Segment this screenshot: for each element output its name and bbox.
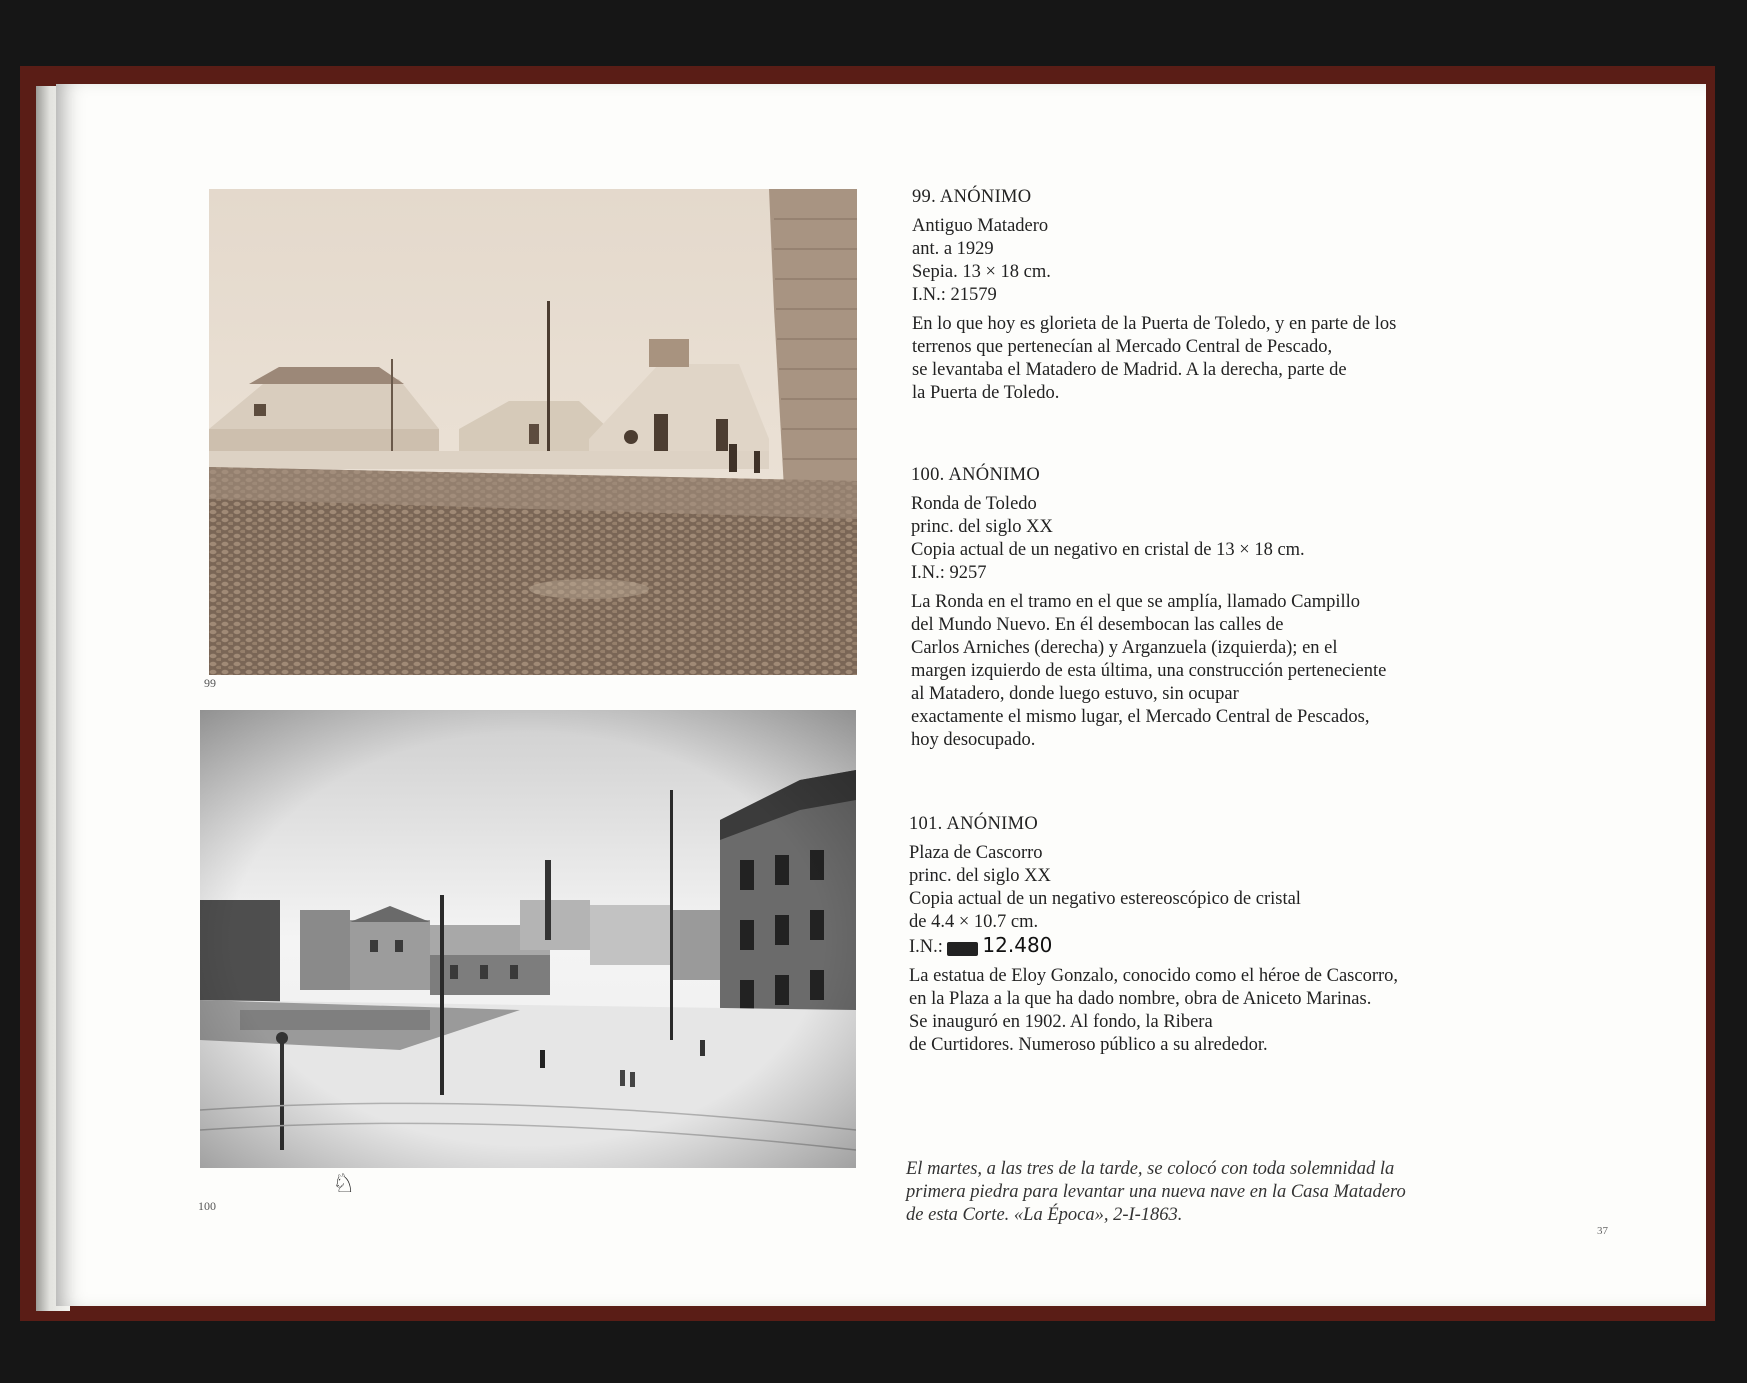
- quote-line: de esta Corte. «La Época», 2-I-1863.: [906, 1205, 1183, 1225]
- figure-number-100: 100: [198, 1199, 216, 1213]
- description-line: Carlos Arniches (derecha) y Arganzuela (izquierda); en el: [911, 638, 1338, 658]
- entry-title: Antiguo Matadero: [912, 216, 1049, 236]
- inventory-label: I.N.:: [909, 937, 943, 957]
- description-line: La Ronda en el tramo en el que se amplía, llamado Campillo: [911, 592, 1361, 612]
- description-line: se levantaba el Matadero de Madrid. A la derecha, parte de: [912, 360, 1347, 380]
- entry-technique: Copia actual de un negativo estereoscópico de cristal: [909, 889, 1301, 909]
- entry-heading: 100. ANÓNIMO: [911, 465, 1040, 485]
- entry-inventory: I.N.: 21579: [912, 285, 997, 305]
- entry-inventory: [909, 934, 1398, 959]
- page-number: 37: [1597, 1225, 1608, 1237]
- description-line: la Puerta de Toledo.: [912, 383, 1060, 403]
- description-line: exactamente el mismo lugar, el Mercado Central de Pescados,: [911, 707, 1370, 727]
- entry-description: [912, 313, 1396, 405]
- entry-heading: 101. ANÓNIMO: [909, 814, 1038, 834]
- entry-title: Ronda de Toledo: [911, 494, 1037, 514]
- period-quote: [906, 1158, 1626, 1227]
- bw-photo-image: [200, 710, 856, 1168]
- catalog-entry-101: [909, 813, 1398, 1057]
- sepia-photo-image: [209, 189, 857, 675]
- handwritten-inventory-number: 12.480: [982, 933, 1053, 957]
- entry-technique: Sepia. 13 × 18 cm.: [912, 262, 1051, 282]
- entry-inventory: I.N.: 9257: [911, 563, 987, 583]
- catalog-entry-100: [911, 464, 1386, 752]
- figure-number-99: 99: [204, 676, 216, 690]
- book-page: [56, 84, 1706, 1306]
- description-line: en la Plaza a la que ha dado nombre, obra de Aniceto Marinas.: [909, 989, 1372, 1009]
- description-line: margen izquierdo de esta última, una construcción perteneciente: [911, 661, 1387, 681]
- entry-date: princ. del siglo XX: [911, 517, 1053, 537]
- handwritten-mark-icon: ♘: [332, 1169, 356, 1199]
- entry-title: Plaza de Cascorro: [909, 843, 1043, 863]
- entry-date: ant. a 1929: [912, 239, 994, 259]
- struck-inventory-number: 18980: [948, 943, 977, 955]
- entry-technique: de 4.4 × 10.7 cm.: [909, 912, 1039, 932]
- description-line: del Mundo Nuevo. En él desembocan las calles de: [911, 615, 1284, 635]
- description-line: hoy desocupado.: [911, 730, 1036, 750]
- description-line: En lo que hoy es glorieta de la Puerta de Toledo, y en parte de los: [912, 314, 1397, 334]
- quote-line: El martes, a las tres de la tarde, se colocó con toda solemnidad la: [906, 1159, 1395, 1179]
- quote-line: primera piedra para levantar una nueva nave en la Casa Matadero: [906, 1182, 1406, 1202]
- entry-description: [909, 965, 1398, 1057]
- description-line: La estatua de Eloy Gonzalo, conocido como el héroe de Cascorro,: [909, 966, 1399, 986]
- photo-antiguo-matadero: [209, 189, 857, 675]
- entry-technique: Copia actual de un negativo en cristal de 13 × 18 cm.: [911, 540, 1305, 560]
- photo-ronda-de-toledo: [200, 710, 856, 1168]
- description-line: al Matadero, donde luego estuvo, sin ocupar: [911, 684, 1239, 704]
- entry-heading: 99. ANÓNIMO: [912, 187, 1032, 207]
- description-line: terrenos que pertenecían al Mercado Central de Pescado,: [912, 337, 1333, 357]
- description-line: Se inauguró en 1902. Al fondo, la Ribera: [909, 1012, 1213, 1032]
- entry-description: [911, 591, 1386, 752]
- description-line: de Curtidores. Numeroso público a su alrededor.: [909, 1035, 1268, 1055]
- entry-date: princ. del siglo XX: [909, 866, 1051, 886]
- catalog-entry-99: [912, 186, 1396, 405]
